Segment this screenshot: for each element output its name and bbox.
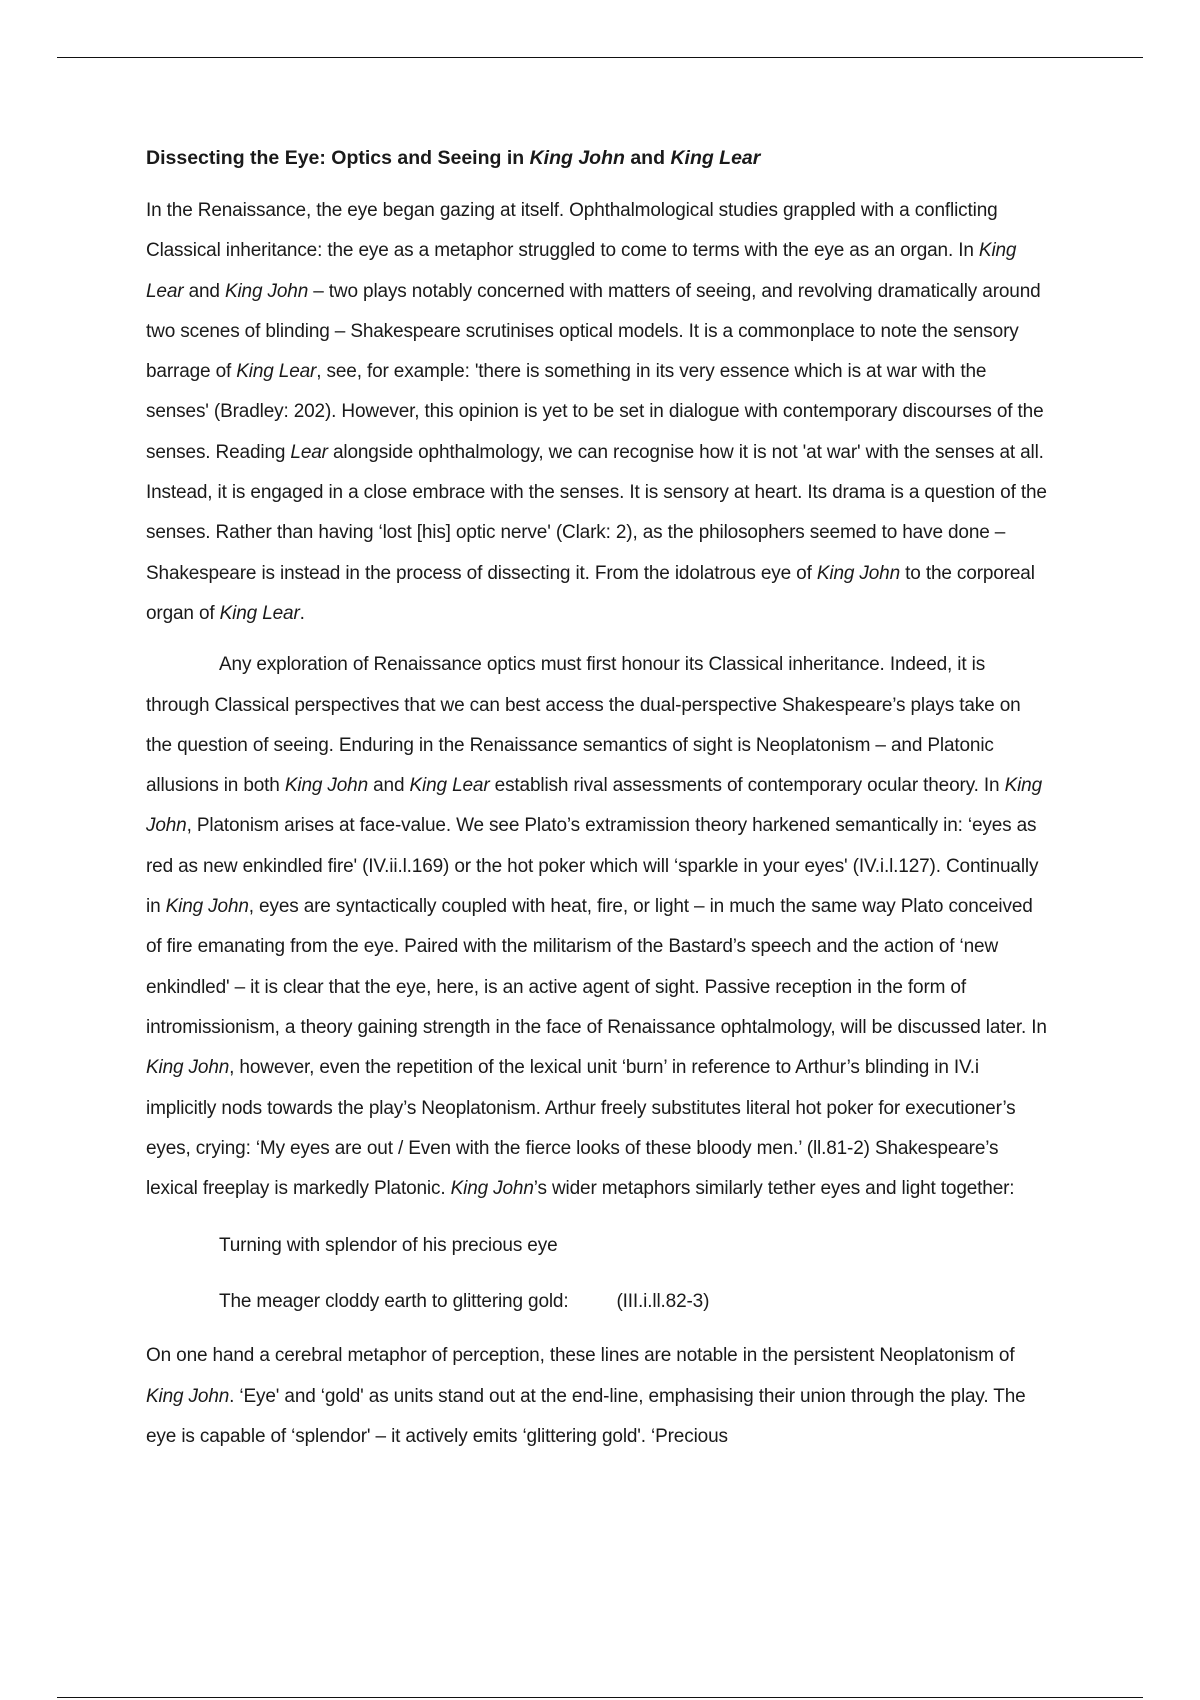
title-conjunction: and [624, 147, 671, 169]
text-run: , Platonism arises at face-value. We see Plato’s extramission theory harkened semantically in: ‘eyes as red as new enkindled fire' (IV.ii.l.169) or the hot poker which will ‘sparkle in your eyes' (IV.i.l.127). Continually in [146, 815, 1039, 918]
quote-line-1: Turning with splendor of his precious eye [219, 1235, 558, 1257]
text-run: establish rival assessments of contemporary ocular theory. In [489, 775, 1005, 797]
quote-line-2-text: The meager cloddy earth to glittering gold: [219, 1291, 569, 1313]
italic-play-title: King John [146, 775, 1043, 837]
document-page [146, 144, 1051, 1457]
text-run: and [368, 775, 410, 797]
italic-play-title: King John [165, 896, 249, 918]
quote-citation: (III.i.ll.82-3) [616, 1291, 710, 1313]
italic-play-title: King John [816, 562, 901, 584]
text-run: to the corporeal organ of [146, 562, 1035, 624]
block-quote [219, 1218, 1051, 1330]
text-run: – two plays notably concerned with matters of seeing, and revolving dramatically around two scenes of blinding – Shakespeare scrutinises optical models. It is a commonplace to note the sensory barrage of [146, 280, 1041, 383]
text-run: , however, even the repetition of the lexical unit ‘burn’ in reference to Arthur’s blinding in IV.i implicitly nods towards the play’s Neoplatonism. Arthur freely substitutes literal hot poker for executioner’s eyes, crying: ‘My eyes are out / Even with the fierce looks of these bloody men.’ (ll.81-2) Shakespeare’s lexical freeplay is markedly Platonic. [146, 1057, 1016, 1200]
italic-play-title: King John [146, 1057, 230, 1079]
paragraph-classical-inheritance [146, 645, 1051, 1209]
header-rule [57, 57, 1143, 58]
italic-play-title: King Lear [236, 361, 317, 383]
italic-play-title: King John [450, 1178, 534, 1200]
italic-play-title: King John [284, 775, 369, 797]
italic-play-title: King John [146, 1385, 230, 1407]
paragraph-analysis [146, 1336, 1051, 1457]
italic-play-title: King Lear [146, 240, 1017, 302]
title-prefix: Dissecting the Eye: Optics and Seeing in [146, 147, 530, 169]
text-run: and [183, 280, 225, 302]
italic-play-title: Lear [290, 441, 328, 463]
title-play-king-john: King John [529, 147, 625, 169]
text-run: , eyes are syntactically coupled with heat, fire, or light – in much the same way Plato conceived of fire emanating from the eye. Paired with the militarism of the Bastard’s speech and the action of ‘new enkindled' – it is clear that the eye, here, is an active agent of sight. Passive reception in the form of intromissionism, a theory gaining strength in the face of Renaissance ophtalmology, will be discussed later. In [146, 896, 1047, 1038]
italic-play-title: King Lear [219, 602, 300, 624]
italic-play-title: King Lear [409, 775, 490, 797]
text-run: ’s wider metaphors similarly tether eyes and light together: [533, 1178, 1015, 1200]
italic-play-title: King John [224, 280, 309, 302]
text-run: On one hand a cerebral metaphor of perception, these lines are notable in the persistent Neoplatonism of [146, 1345, 1015, 1367]
text-run: alongside ophthalmology, we can recognise how it is not 'at war' with the senses at all. Instead, it is engaged in a close embrace with the senses. It is sensory at heart. Its drama is a question of the senses. Rather than having ‘lost [his] optic nerve' (Clark: 2), as the philosophers seemed to have done – Shakespeare is instead in the process of dissecting it. From the idolatrous eye of [146, 441, 1047, 584]
text-run: . ‘Eye' and ‘gold' as units stand out at the end-line, emphasising their union through the play. The eye is capable of ‘splendor' – it actively emits ‘glittering gold'. ‘Precious [146, 1385, 1026, 1448]
text-run: Any exploration of Renaissance optics must first honour its Classical inheritance. Indeed, it is through Classical perspectives that we can best access the dual-perspective Shakespeare’s plays take on the question of seeing. Enduring in the Renaissance semantics of sight is Neoplatonism – and Platonic allusions in both [146, 654, 1021, 797]
text-run: . [299, 602, 305, 624]
title-play-king-lear: King Lear [670, 147, 761, 169]
quote-line-2 [219, 1274, 1051, 1330]
paragraph-intro [146, 191, 1051, 634]
document-title [146, 144, 1051, 172]
text-run: , see, for example: 'there is something in its very essence which is at war with the senses' (Bradley: 202). However, this opinion is yet to be set in dialogue with contemporary discourses of the senses. Reading [146, 361, 1044, 463]
text-run: In the Renaissance, the eye began gazing at itself. Ophthalmological studies grappled with a conflicting Classical inheritance: the eye as a metaphor struggled to come to terms with the eye as an organ. In [146, 200, 998, 262]
footer-rule [57, 1697, 1143, 1698]
